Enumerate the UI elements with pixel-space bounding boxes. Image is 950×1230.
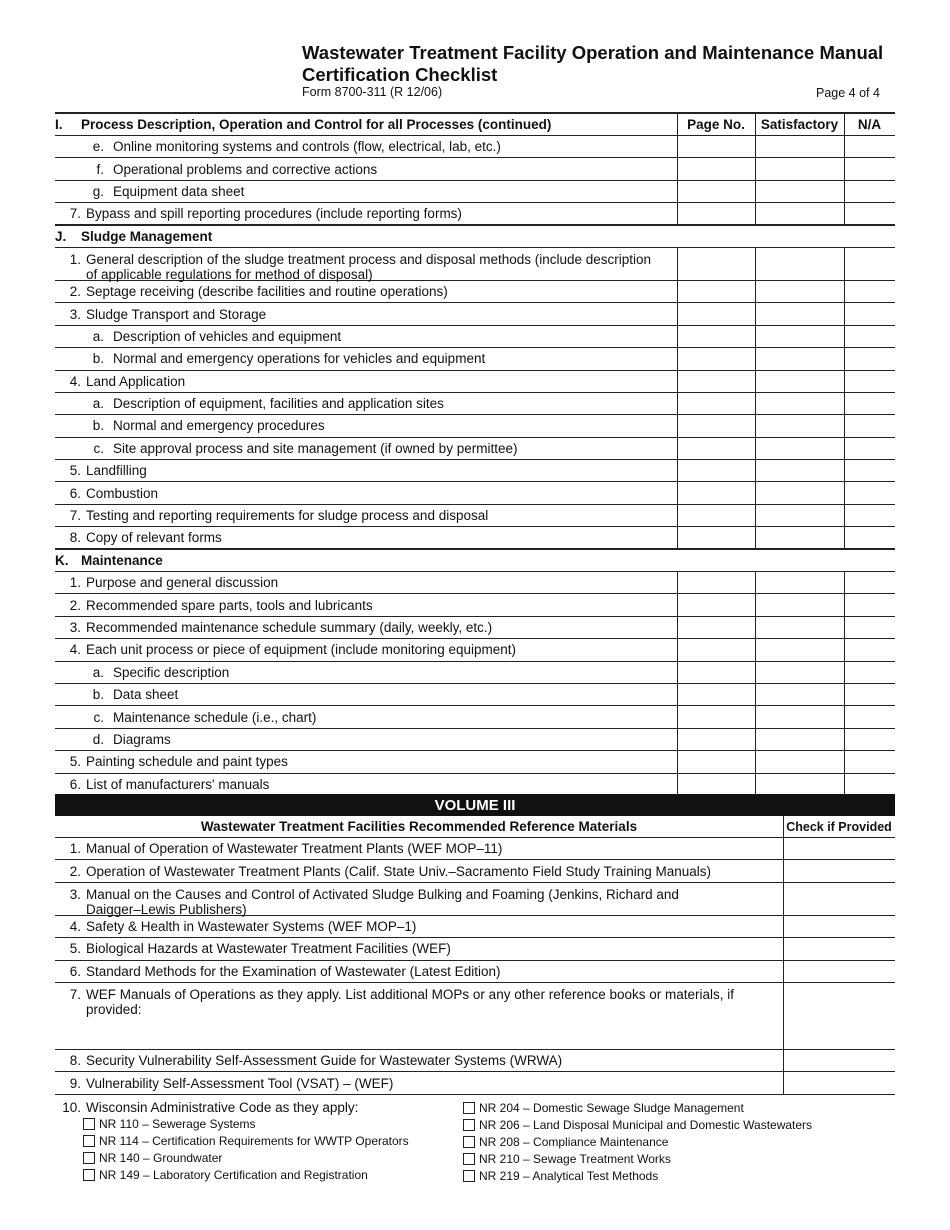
checklist-row (55, 203, 895, 225)
checklist-row (55, 438, 895, 460)
item-text: Online monitoring systems and controls (flow, electrical, lab, etc.) (113, 139, 501, 155)
section-number: I. (55, 117, 63, 132)
item-text: Maintenance schedule (i.e., chart) (113, 709, 317, 725)
item-text: Description of vehicles and equipment (113, 328, 342, 344)
check-if-provided-cell[interactable] (784, 1072, 895, 1093)
reference-row (55, 1050, 895, 1072)
item-number: 2. (69, 284, 81, 300)
item-text: Operation of Wastewater Treatment Plants (Calif. State Univ.–Sacramento Field Study Training Manuals) (86, 863, 712, 879)
item-number: 3. (69, 306, 81, 322)
item-text: Description of equipment, facilities and application sites (113, 396, 444, 412)
checkbox[interactable] (83, 1152, 95, 1164)
code-list-left (83, 1116, 409, 1183)
checklist-row (55, 527, 895, 549)
item-text: Normal and emergency operations for vehicles and equipment (113, 351, 486, 367)
checklist-row (55, 684, 895, 706)
code-option[interactable] (463, 1134, 812, 1151)
reference-row (55, 1072, 895, 1094)
checklist-row (55, 248, 895, 281)
code-label: NR 206 – Land Disposal Municipal and Domestic Wastewaters (479, 1118, 813, 1133)
check-if-provided-cell[interactable] (784, 883, 895, 915)
section-title: Sludge Management (81, 228, 213, 244)
checklist-row (55, 181, 895, 203)
item-number: 6. (69, 485, 81, 501)
item-number: 5. (69, 463, 81, 479)
item-number: 6. (69, 963, 81, 979)
item-number: 3. (69, 620, 81, 635)
code-label: NR 114 – Certification Requirements for WWTP Operators (99, 1134, 409, 1149)
item-text: Normal and emergency procedures (113, 418, 325, 434)
item-text: Combustion (86, 485, 159, 501)
item-letter: a. (92, 664, 104, 680)
checklist-row (55, 303, 895, 325)
checklist-row (55, 729, 895, 751)
check-if-provided-cell[interactable] (784, 838, 895, 859)
item-number: 1. (69, 251, 81, 267)
checkbox[interactable] (463, 1153, 475, 1165)
item-number: 7. (69, 205, 81, 221)
checklist-row (55, 662, 895, 684)
item-number: 1. (69, 841, 81, 857)
checkbox[interactable] (83, 1135, 95, 1147)
check-if-provided-cell[interactable] (784, 916, 895, 937)
item-text: Specific description (113, 664, 230, 680)
reference-row (55, 938, 895, 960)
section-i-header (55, 114, 895, 136)
check-if-provided-cell[interactable] (784, 1050, 895, 1071)
item-number: 3. (69, 886, 81, 902)
item-number: 8. (69, 529, 81, 545)
checklist-row (55, 326, 895, 348)
item-number: 5. (69, 941, 81, 957)
checklist-row (55, 348, 895, 370)
code-option[interactable] (463, 1150, 812, 1167)
code-option[interactable] (463, 1100, 812, 1117)
checkbox[interactable] (83, 1118, 95, 1130)
item-letter: c. (93, 440, 104, 456)
item-10 (55, 1096, 895, 1186)
checklist-row (55, 371, 895, 393)
item-letter: d. (92, 731, 104, 747)
item-number: 4. (69, 918, 81, 934)
item-text: Operational problems and corrective actions (113, 161, 378, 177)
check-if-provided-cell[interactable] (784, 983, 895, 1049)
checkbox[interactable] (463, 1119, 475, 1131)
item-letter: a. (92, 396, 104, 412)
code-label: NR 149 – Laboratory Certification and Registration (99, 1167, 368, 1182)
code-label: NR 208 – Compliance Maintenance (479, 1134, 669, 1149)
item-text: General description of the sludge treatment process and disposal methods (include description (86, 251, 652, 267)
check-if-provided-cell[interactable] (784, 961, 895, 982)
code-option[interactable] (83, 1150, 409, 1167)
item-text: Purpose and general discussion (86, 575, 279, 591)
section-number: K. (55, 552, 69, 568)
item-number: 1. (69, 575, 81, 591)
col-na: N/A (857, 117, 882, 132)
item-text: Land Application (86, 373, 186, 389)
item-text: Site approval process and site management (if owned by permittee) (113, 440, 518, 456)
checklist-row (55, 617, 895, 639)
item-number: 8. (69, 1053, 81, 1069)
checklist-row (55, 774, 895, 796)
item-text: Recommended maintenance schedule summary (daily, weekly, etc.) (86, 620, 493, 635)
page-number: Page 4 of 4 (816, 86, 880, 100)
item-number: 5. (69, 754, 81, 770)
item-text: Septage receiving (describe facilities and routine operations) (86, 284, 448, 300)
item-letter: b. (92, 687, 104, 703)
checklist-row (55, 706, 895, 728)
reference-table (55, 816, 895, 1095)
reference-row (55, 838, 895, 860)
form-number: Form 8700-311 (R 12/06) (302, 85, 443, 99)
item-number: 7. (69, 508, 81, 524)
section-number: J. (55, 228, 67, 244)
item-text-cont: of applicable regulations for method of disposal) (86, 266, 373, 282)
code-list-right (463, 1100, 812, 1184)
checkbox[interactable] (463, 1170, 475, 1182)
item-text: Painting schedule and paint types (86, 754, 288, 770)
item-number: 6. (69, 776, 81, 792)
item-number: 2. (69, 597, 81, 613)
item-letter: g. (92, 183, 104, 199)
code-label: NR 110 – Sewerage Systems (99, 1117, 256, 1132)
volume-banner: VOLUME III (55, 794, 895, 816)
check-if-provided-cell[interactable] (784, 938, 895, 959)
item-letter: f. (96, 161, 104, 177)
section-title: Process Description, Operation and Control for all Processes (continued) (81, 117, 552, 132)
checklist-row (55, 505, 895, 527)
item-text: Sludge Transport and Storage (86, 306, 267, 322)
item-number: 4. (69, 642, 81, 658)
reference-row (55, 916, 895, 938)
item-letter: e. (92, 139, 104, 155)
item-number: 4. (69, 373, 81, 389)
checklist-row (55, 158, 895, 180)
item-text-cont: provided: (86, 1001, 142, 1017)
checklist-row (55, 281, 895, 303)
item-text: Copy of relevant forms (86, 529, 222, 545)
document-subtitle: Certification Checklist (302, 64, 498, 85)
item-text: List of manufacturers' manuals (86, 776, 270, 792)
col-check-if-provided: Check if Provided (786, 819, 892, 834)
item-letter: b. (92, 418, 104, 434)
code-option[interactable] (463, 1167, 812, 1184)
checklist-row (55, 594, 895, 616)
code-option[interactable] (83, 1133, 409, 1150)
code-label: NR 210 – Sewage Treatment Works (479, 1151, 671, 1166)
col-page-no: Page No. (687, 117, 745, 132)
section-k-header (55, 550, 895, 572)
checklist-row (55, 639, 895, 661)
item-number: 7. (69, 986, 81, 1002)
item-letter: b. (92, 351, 104, 367)
checklist-row (55, 393, 895, 415)
item-letter: a. (92, 328, 104, 344)
item-text: Recommended spare parts, tools and lubricants (86, 597, 373, 613)
section-title: Maintenance (81, 552, 163, 568)
document-title: Wastewater Treatment Facility Operation and Maintenance Manual (302, 42, 884, 63)
checklist-row (55, 482, 895, 504)
item-number: 2. (69, 863, 81, 879)
checklist-row (55, 572, 895, 594)
checklist-row (55, 415, 895, 437)
item-text: Diagrams (113, 731, 171, 747)
checkbox[interactable] (83, 1169, 95, 1181)
item-letter: c. (93, 709, 104, 725)
code-option[interactable] (83, 1116, 409, 1133)
item-text: Manual on the Causes and Control of Activated Sludge Bulking and Foaming (Jenkins, Richard and (86, 886, 679, 902)
checkbox[interactable] (463, 1102, 475, 1114)
item-text: Manual of Operation of Wastewater Treatment Plants (WEF MOP–11) (86, 841, 503, 857)
item-number: 9. (69, 1075, 81, 1091)
checkbox[interactable] (463, 1136, 475, 1148)
checklist-row (55, 460, 895, 482)
col-satisfactory: Satisfactory (760, 117, 839, 132)
item-text: Security Vulnerability Self-Assessment Guide for Wastewater Systems (WRWA) (86, 1053, 563, 1069)
checklist-table (55, 112, 895, 796)
item-text: Equipment data sheet (113, 183, 245, 199)
reference-row (55, 983, 895, 1050)
item-text: Bypass and spill reporting procedures (include reporting forms) (86, 205, 462, 221)
item-10-number: 10. (62, 1100, 81, 1115)
code-option[interactable] (83, 1166, 409, 1183)
checklist-row (55, 136, 895, 158)
item-text: WEF Manuals of Operations as they apply. List additional MOPs or any other reference books or materials, if (86, 986, 735, 1002)
item-text: Vulnerability Self-Assessment Tool (VSAT) – (WEF) (86, 1075, 394, 1091)
item-text: Data sheet (113, 687, 179, 703)
code-label: NR 219 – Analytical Test Methods (479, 1168, 659, 1183)
item-10-text: Wisconsin Administrative Code as they apply: (86, 1100, 359, 1115)
section-j-header (55, 226, 895, 248)
item-text: Safety & Health in Wastewater Systems (WEF MOP–1) (86, 918, 417, 934)
check-if-provided-cell[interactable] (784, 860, 895, 881)
item-text: Biological Hazards at Wastewater Treatment Facilities (WEF) (86, 941, 451, 957)
item-text: Testing and reporting requirements for sludge process and disposal (86, 508, 489, 524)
checklist-row (55, 751, 895, 773)
code-option[interactable] (463, 1117, 812, 1134)
reference-header (55, 816, 895, 838)
item-text: Standard Methods for the Examination of Wastewater (Latest Edition) (86, 963, 501, 979)
item-text: Landfilling (86, 463, 147, 479)
reference-row (55, 883, 895, 916)
reference-row (55, 860, 895, 882)
item-text-cont: Daigger–Lewis Publishers) (86, 901, 247, 917)
code-label: NR 204 – Domestic Sewage Sludge Management (479, 1101, 744, 1116)
item-text: Each unit process or piece of equipment (include monitoring equipment) (86, 642, 516, 658)
code-label: NR 140 – Groundwater (99, 1150, 223, 1165)
reference-row (55, 961, 895, 983)
reference-heading: Wastewater Treatment Facilities Recommended Reference Materials (200, 819, 638, 834)
